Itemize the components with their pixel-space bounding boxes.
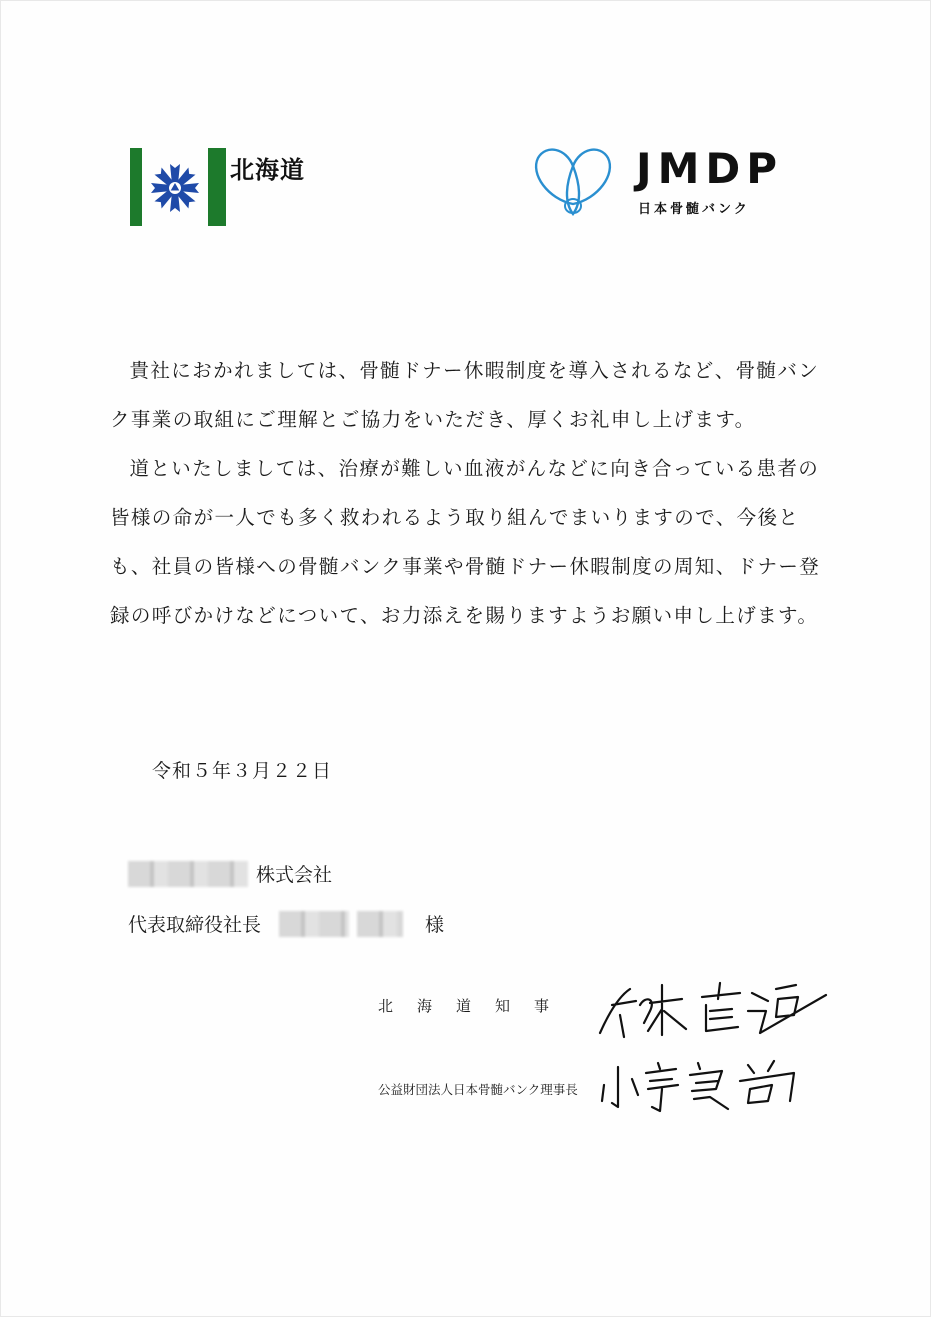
jmdp-subtitle: 日本骨髄バンク <box>638 202 750 217</box>
company-suffix: 株式会社 <box>256 864 333 886</box>
recipient-person <box>128 910 444 937</box>
paragraph-2: 道といたしましては、治療が難しい血液がんなどに向き合っている患者の皆様の命が一人でも多く救われるよう取り組んでまいりますので、今後とも、社員の皆様への骨髄バンク事業や骨髄ドナー休暇制度の周知、ドナー登録の呼びかけなどについて、お力添えを賜りますようお願い申し上げます。 <box>110 457 821 627</box>
hokkaido-logo-text: 北海道 <box>230 156 305 184</box>
letter-date: 令和５年３月２２日 <box>152 760 333 782</box>
signatory-governor-title: 北海道知事 <box>378 997 574 1015</box>
recipient-company <box>128 860 332 887</box>
signatory-jmdp-title: 公益財団法人日本骨髄バンク理事長 <box>378 1082 578 1097</box>
jmdp-title: JMDP <box>636 144 784 193</box>
redacted-given-name <box>357 911 403 937</box>
jmdp-heart-ribbon-icon <box>528 144 618 218</box>
redacted-company-name <box>128 861 248 887</box>
recipient-honorific: 様 <box>425 914 445 936</box>
hokkaido-logo-bar-left <box>130 148 142 226</box>
hokkaido-emblem-icon <box>144 160 206 216</box>
hokkaido-logo <box>130 148 330 228</box>
jmdp-logo <box>528 144 798 224</box>
hokkaido-logo-bar-right <box>208 148 226 226</box>
redacted-surname <box>279 911 349 937</box>
recipient-title: 代表取締役社長 <box>128 914 262 936</box>
paragraph-1: 貴社におかれましては、骨髄ドナー休暇制度を導入されるなど、骨髄バンク事業の取組にご理解とご協力をいただき、厚くお礼申し上げます。 <box>110 359 820 431</box>
signature-governor <box>590 975 830 1045</box>
letter-body <box>110 346 822 640</box>
signature-jmdp-chairman <box>598 1055 818 1119</box>
